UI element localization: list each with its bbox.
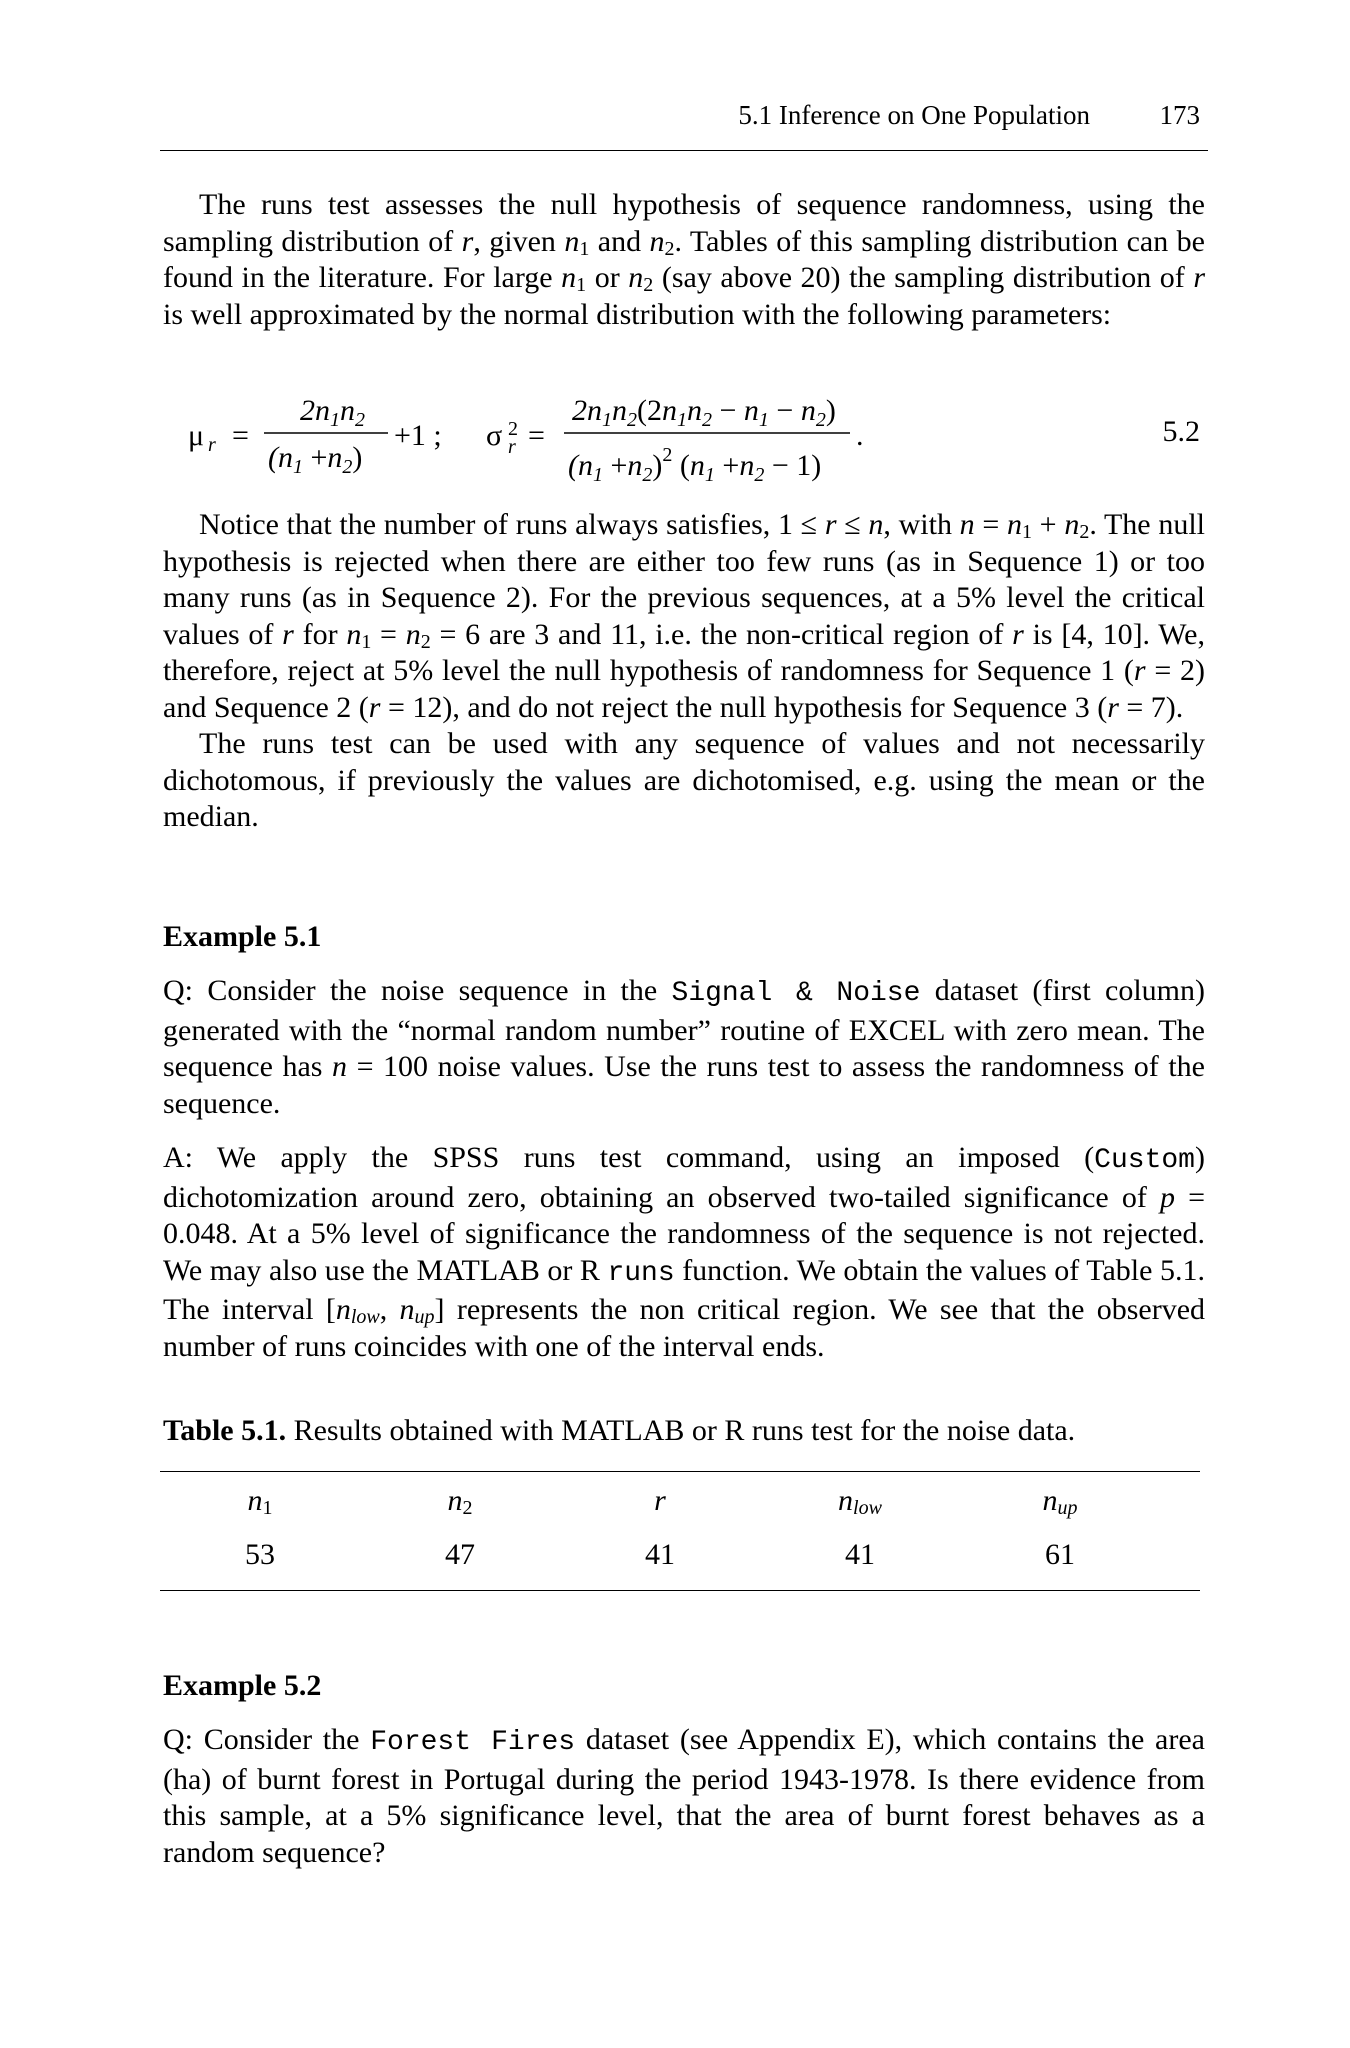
- table-header-n2: $n_2$: [447, 1484, 473, 1519]
- mu-symbol: μ: [188, 419, 205, 452]
- example-5-1-question: Q: Consider the noise sequence in the Signal & Noise dataset (first column) generated with the “normal random number” routine of EXCEL with zero mean. The sequence has n = 100 noise values. Use the runs test to assess the randomness of the sequence.: [163, 974, 1205, 1120]
- running-header: [160, 100, 1208, 151]
- table-header-n1: $n_1$: [247, 1484, 273, 1519]
- equation-number: 5.2: [1162, 415, 1200, 448]
- table-header-nup: $n_{up}$: [1042, 1484, 1078, 1519]
- paragraph-dichotomise: The runs test can be used with any sequence of values and not necessarily dichotomous, if previously the values are dichotomised, e.g. using the mean or the median.: [163, 727, 1205, 833]
- svg-text:=: =: [528, 419, 545, 452]
- mu-numerator: $2n_1n_2$: [300, 394, 365, 431]
- example-5-1-answer: A: We apply the SPSS runs test command, using an imposed (Custom) dichotomization around zero, obtaining an observed two-tailed significance of p = 0.048. At a 5% level of significance the randomness of the sequence is not rejected. We may also use the MATLAB or R runs function. We obtain the values of Table 5.1. The interval [$n_{low}$, $n_{up}$] represents the non critical region. We see that the observed number of runs coincides with one of the interval ends.: [163, 1141, 1206, 1363]
- sigma-numerator: $2n_1n_2(2n_1n_2 - n_1 - n_2)$: [572, 394, 836, 431]
- table-cell: 61: [1045, 1538, 1075, 1571]
- sigma-superscript: 2: [508, 418, 518, 440]
- paragraph-runs-bounds: Notice that the number of runs always satisfies, 1 ≤ r ≤ n, with $n = n_1 + n_2$. The null hypothesis is rejected when there are either too few runs (as in Sequence 1) or too many runs (as in Sequence 2). For the previous sequences, at a 5% level the critical values of r for $n_1 = n_2 = 6$ are 3 and 11, i.e. the non-critical region of r is [4, 10]. We, therefore, reject at 5% level the null hypothesis of randomness for Sequence 1 (r = 2) and Sequence 2 (r = 12), and do not reject the null hypothesis for Sequence 3 (r = 7). The runs test can be used with any sequence of values and not necessarily dichotomous, if previously the values are dichotomised, e.g. using the mean or the median.: [163, 507, 1205, 836]
- sigma-symbol: σ: [486, 419, 503, 452]
- example-5-2-heading: Example 5.2: [163, 1669, 322, 1702]
- example-5-2-question: Q: Consider the Forest Fires dataset (see Appendix E), which contains the area (ha) of burnt forest in Portugal during the period 1943-1978. Is there evidence from this sample, at a 5% significance level, that the area of burnt forest behaves as a random sequence?: [163, 1723, 1205, 1869]
- svg-text:.: .: [856, 419, 864, 452]
- mu-denominator: $(n_1 +n_2)$: [268, 441, 363, 478]
- svg-text:=: =: [232, 419, 249, 452]
- sigma-subscript: r: [508, 436, 516, 458]
- table-cell: 47: [445, 1538, 475, 1571]
- equation-5-2: [160, 385, 1208, 495]
- table-header-nlow: $n_{low}$: [838, 1484, 882, 1519]
- page-number: 173: [1159, 100, 1200, 130]
- sigma-denominator: $(n_1 +n_2)^2$ $(n_1 +n_2 - 1)$: [568, 444, 822, 486]
- paragraph-runs-test-intro: The runs test assesses the null hypothesis of sequence randomness, using the sampling distribution of r, given $n_1$ and $n_2$. Tables of this sampling distribution can be found in the literature. For large $n_1$ or $n_2$ (say above 20) the sampling distribution of r is well approximated by the normal distribution with the following parameters:: [163, 188, 1205, 331]
- table-cell: 53: [245, 1538, 275, 1571]
- example-5-1-heading: Example 5.1: [163, 920, 322, 953]
- equation-graphic: [160, 385, 1060, 495]
- table-cell: 41: [845, 1538, 875, 1571]
- table-5-1-caption: Table 5.1. Results obtained with MATLAB or R runs test for the noise data.: [163, 1414, 1076, 1447]
- table-cell: 41: [645, 1538, 675, 1571]
- table-5-1: [160, 1471, 1200, 1591]
- table-header-r: r: [654, 1484, 666, 1517]
- running-title: 5.1 Inference on One Population: [738, 100, 1090, 130]
- mu-subscript: r: [208, 434, 216, 456]
- mu-plus-one: +1 ;: [394, 419, 442, 452]
